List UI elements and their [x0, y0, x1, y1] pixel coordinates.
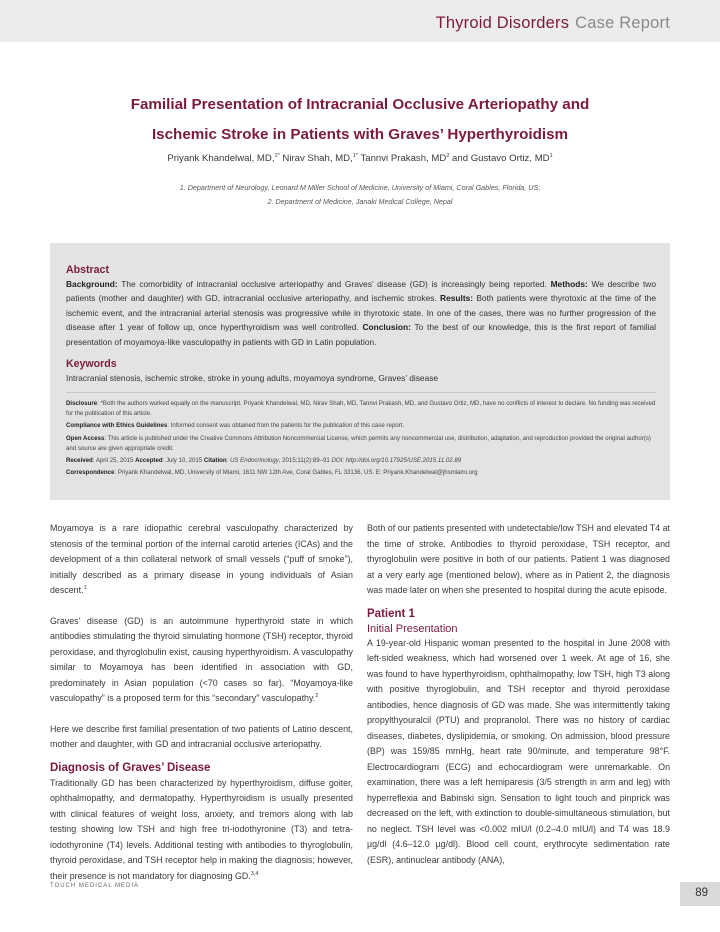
- subsection-heading-initial-presentation: Initial Presentation: [367, 622, 458, 635]
- disclosure: [66, 399, 656, 419]
- correspondence-text: : Priyank Khandelwal, MD, University of Miami, 1611 NW 12th Ave, Coral Gables, FL 33136, US. E: Priyank.Khandelwal@jhsmiami.org: [114, 469, 478, 477]
- author-2-sup: 1*: [352, 152, 358, 159]
- author-4-sup: 1: [549, 152, 553, 159]
- affiliation-2: 2. Department of Medicine, Janaki Medical College, Nepal: [267, 197, 453, 206]
- citation-text: , 2015;11(2):89–91: [278, 457, 332, 465]
- paragraph: [50, 776, 353, 885]
- page-number: 89: [695, 887, 708, 899]
- background-text: The comorbidity of intracranial occlusive arteriopathy and Graves’ disease (GD) is increasingly being reported.: [117, 279, 551, 289]
- ethics: [66, 421, 656, 431]
- methods-text: We describe two patients (mother and daughter) with GD, intracranial occlusive arteriopathy, and ischemic strokes.: [66, 279, 656, 304]
- doi-label: DOI:: [331, 457, 345, 465]
- correspondence-label: Correspondence: [66, 469, 115, 477]
- abstract-text: [66, 277, 656, 349]
- open-access-label: Open Access: [66, 434, 105, 442]
- section-heading-patient-1: Patient 1: [367, 607, 415, 620]
- received-text: : April 25, 2015: [92, 457, 136, 465]
- abstract-heading: Abstract: [66, 264, 109, 276]
- author-list: [40, 153, 680, 164]
- abstract-box: [50, 243, 670, 500]
- paragraph-text: Moyamoya is a rare idiopathic cerebral vasculopathy characterized by stenosis of the terminal portion of the internal carotid arteries (ICAs) and the development of a thin collateral network of small vessels (“puff of smoke”), initially described as a primary disease in young individuals of Asian descent.: [50, 523, 353, 595]
- methods-label: Methods:: [550, 279, 588, 289]
- paragraph: A 19-year-old Hispanic woman presented to the hospital in June 2008 with left-sided weakness, which had worsened over 1 week. At age of 16, she was found to have hyperthyroidism, ophthalmopathy, low TSH, high T3 along with positive thyroglobulin, and TSH receptor and thyroid peroxidase antibodies, hence diagnosis of GD was made. She was intermittently taking propylthyouralcil (PTU) and propranolol. There was no history of cardiac diseases, diabetes, dyslipidemia, or smoking. On admission, blood pressure (BP) was 159/85 mmHg, heart rate 90/minute, and temperature 98°F. Electrocardiogram (ECG) and echocardiogram were unremarkable. On examination, there was a left hemiparesis (3/5 strength in arm and leg) with hyperreflexia and Babinski sign. Sensation to light touch and pinprick was decreased on the left, with extinction to double-simultaneous stimulation, but no neglect. TSH level was <0.002 mIU/l (0.2–4.0 mIU/l) and T4 was 18.9 µg/dl (4.6–12.0 µg/dl). Blood cell count, erythrocyte sedimentation rate (ESR), antinuclear antibody (ANA),: [367, 637, 670, 865]
- paragraph-text: Traditionally GD has been characterized by hyperthyroidism, diffuse goiter, ophthalmopathy, and dermatopathy. Hyperthyroidism is usually presented with clinical features of weight loss, anxiety, and tremors along with lab testing showing low TSH and high free tri-iodothyronine (T3) and tetra-iodothyronine (T4) levels. Additional testing with antibodies to thyroglobulin, thyroid peroxidase, and TSH receptor help in making the diagnosis; however, their presence is not mandatory for diagnosing GD.: [50, 777, 353, 881]
- accepted-text: : July 10, 2015: [162, 457, 204, 465]
- author-1: Priyank Khandelwal, MD,: [167, 153, 275, 164]
- author-3: Tannvi Prakash, MD: [357, 153, 447, 164]
- citation-label: Citation: [203, 457, 227, 465]
- conclusion-text: To the best of our knowledge, this is the first report of familial presentation of moyamoya-like vasculopathy in patients with GD in Latin population.: [66, 322, 656, 347]
- paragraph: Both of our patients presented with undetectable/low TSH and elevated T4 at the time of stroke. Antibodies to thyroid peroxidase, TSH receptor, and thyroglobulin were positive in both of our patients. Patient 1 was diagnosed at a very early age (mentioned below), where as in Patient 2, the diagnosis was made later on when she presented to hospital during the acute episode.: [367, 523, 670, 595]
- doi-link[interactable]: http://doi.org/10.17925/USE.2015.11.02.89: [344, 457, 462, 465]
- results-label: Results:: [440, 293, 474, 304]
- author-3-sup: 2: [446, 152, 450, 159]
- open-access: [66, 434, 656, 454]
- author-4: and Gustavo Ortiz, MD: [449, 153, 550, 164]
- ethics-text: : Informed consent was obtained from the patients for the publication of this case report.: [167, 422, 405, 430]
- affiliations: [40, 181, 680, 209]
- paragraph-text: Graves’ disease (GD) is an autoimmune hyperthyroid state in which antibodies stimulating the thyroid simulating hormone (TSH) receptor, thyroid peroxidase, and thyroglobulin exist, causing hyperthyroidism. A vasculopathy similar to Moyamoya has been identified in association with GD, predominately in Asian population (<70 cases so far). “Moyamoya-like vasculopathy” is a proposed term for this “secondary” vasculopathy.: [50, 615, 353, 703]
- open-access-text: : This article is published under the Creative Commons Attribution Noncommercial License, which permits any noncommercial use, distribution, adaptation, and reproduction provided the original author(s) and source are given appropriate credit.: [66, 434, 651, 452]
- conclusion-label: Conclusion:: [362, 322, 411, 333]
- abstract-content: [66, 263, 656, 480]
- article-title: [40, 90, 680, 150]
- citation-journal: : US Endocrinology: [226, 457, 279, 465]
- publisher-footer: TOUCH MEDICAL MEDIA: [50, 883, 140, 889]
- article-type: Case Report: [575, 14, 670, 32]
- journal-section: Thyroid Disorders: [435, 14, 570, 32]
- author-1-sup: 1*: [274, 152, 280, 159]
- keywords-text: Intracranial stenosis, ischemic stroke, stroke in young adults, moyamoya syndrome, Graves’ disease: [66, 373, 439, 384]
- running-header: [436, 14, 670, 33]
- affiliation-1: 1. Department of Neurology, Leonard M Miller School of Medicine, University of Miami, Coral Gables, Florida, US;: [179, 183, 541, 192]
- body-column-left: [50, 521, 353, 884]
- abstract-divider: [66, 392, 656, 393]
- section-heading-diagnosis: Diagnosis of Graves’ Disease: [50, 761, 211, 774]
- correspondence: [66, 468, 656, 478]
- citation-ref: 1: [83, 585, 87, 592]
- title-line-2: Ischemic Stroke in Patients with Graves’ Hyperthyroidism: [151, 126, 569, 143]
- ethics-label: Compliance with Ethics Guidelines: [66, 422, 168, 430]
- title-line-1: Familial Presentation of Intracranial Occlusive Arteriopathy and: [130, 96, 590, 113]
- disclosure-label: Disclosure: [66, 400, 98, 408]
- citation-ref: 2: [315, 693, 319, 700]
- keywords-heading: Keywords: [66, 358, 117, 371]
- dates-citation: [66, 456, 656, 466]
- background-label: Background:: [66, 279, 118, 289]
- results-text: Both patients were thyrotoxic at the time of the ischemic event, and the intracranial arterial stenosis was progressive while in thyrotoxic state. In one of the cases, there was no further progression of the disease after 1 year of follow up, once hyperthyroidism was well controlled.: [66, 293, 656, 333]
- paragraph: Here we describe first familial presentation of two patients of Latino descent, mother and daughter, with GD and intracranial occlusive arteriopathy.: [50, 723, 353, 749]
- author-2: Nirav Shah, MD,: [279, 153, 353, 164]
- received-label: Received: [66, 457, 93, 465]
- accepted-label: Accepted: [135, 457, 163, 465]
- paragraph: [50, 521, 353, 599]
- citation-ref: 3,4: [250, 870, 259, 877]
- body-column-right: [367, 521, 670, 868]
- paragraph: [50, 614, 353, 707]
- disclosure-text: : *Both the authors worked equally on the manuscript. Priyank Khandelwal, MD, Nirav Shah, MD, Tannvi Prakash, MD, and Gustavo Ortiz, MD, have no conflicts of interest to declare. No funding was received for the publication of this article.: [66, 400, 656, 418]
